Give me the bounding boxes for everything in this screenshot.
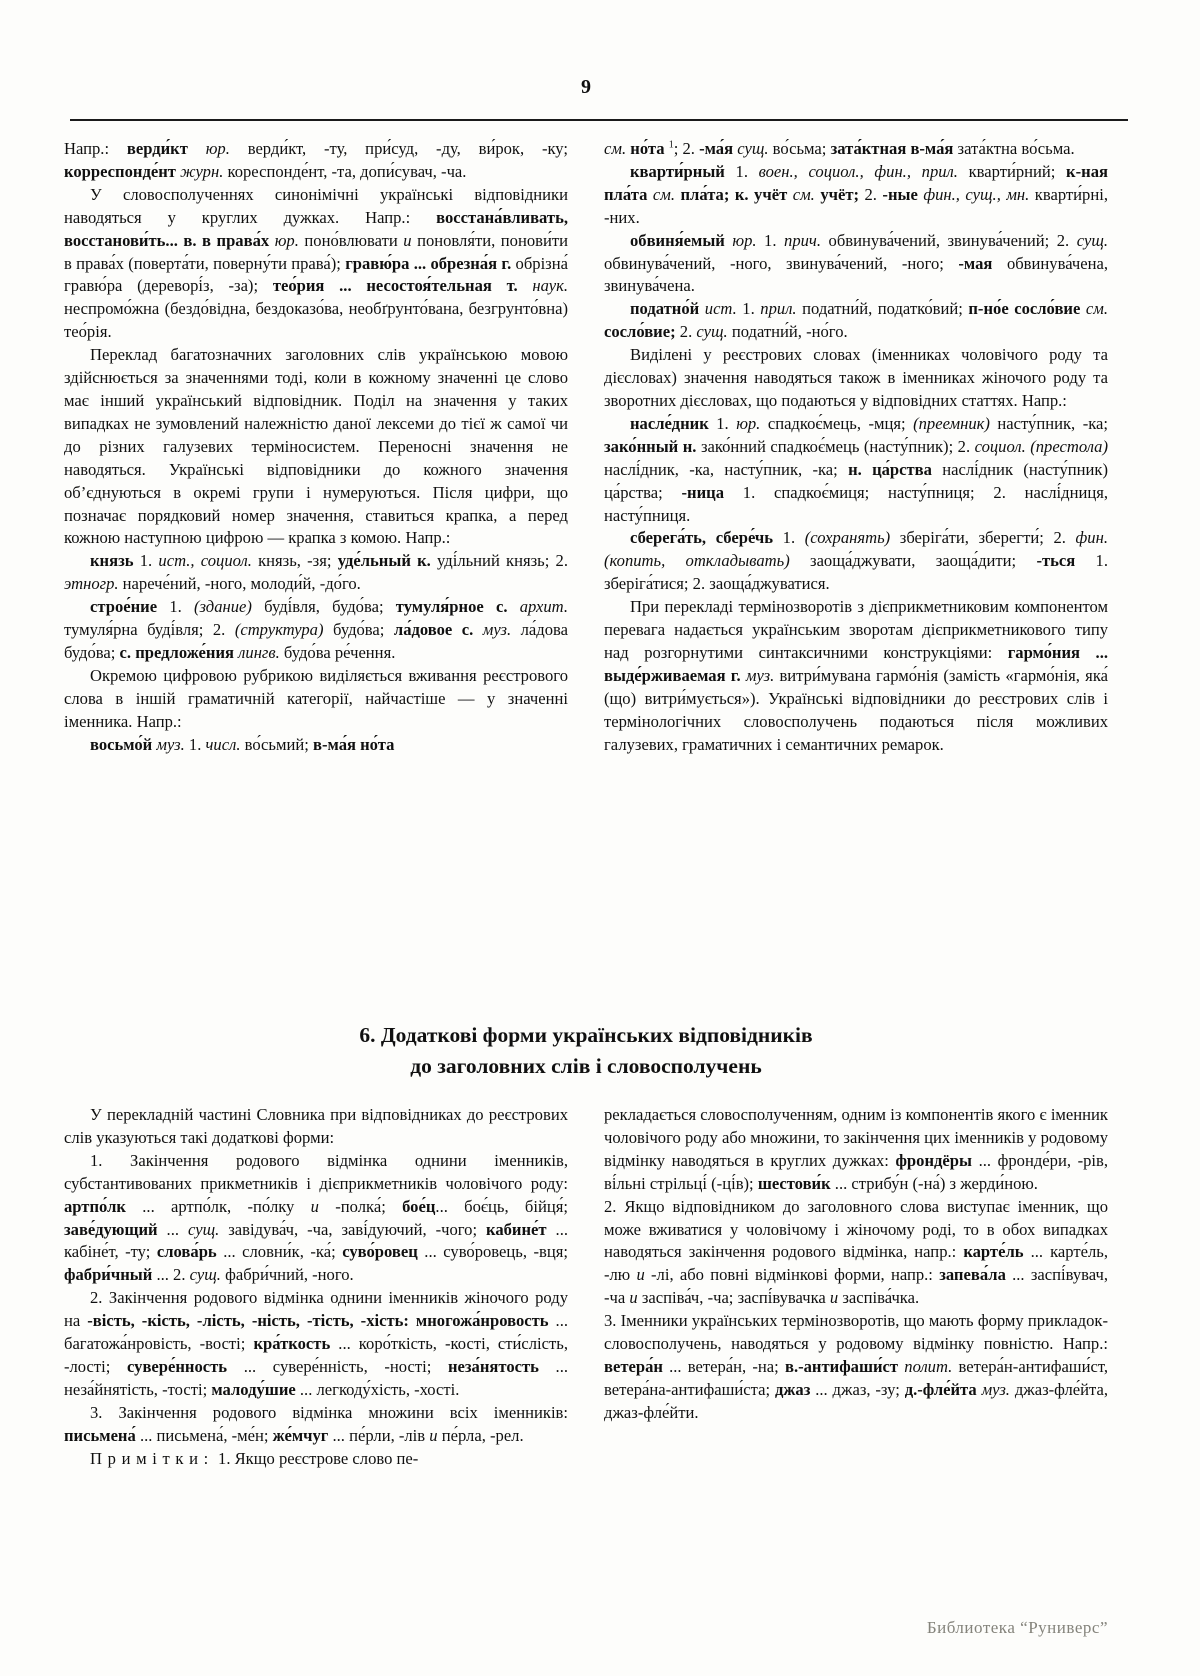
upper-left-column xyxy=(64,138,568,1018)
paragraph: 3. Закінчення родового відмінка множини всіх іменників: письмена́ ... письмена́, -ме́н; же́мчуг ... пе́рли, -лів и пе́рла, -рел. xyxy=(64,1402,568,1445)
paragraph: У словосполученнях синонімічні українські відповідники наводяться у круглих дужках. Напр.: восстана́вливать, восстанови́ть... в. в права́х юр. поно́влювати и поновля́ти, понови́ти в права́х (поверта́ти, поверну́ти права́); гравю́ра ... обрезна́я г. обрізна́ гравю́ра (дереворі́з, -за); тео́рия ... несостоя́тельная т. наук. неспромо́жна (бездо́відна, бездоказо́ва, необґрунто́вана, безгрунто́вна) тео́рія. xyxy=(64,184,568,342)
upper-section xyxy=(64,138,1108,1018)
paragraph: восьмо́й муз. 1. числ. во́сьмий; в-ма́я но́та xyxy=(90,734,395,754)
lower-section xyxy=(64,1104,1108,1604)
paragraph: сберега́ть, сбере́чь 1. (сохранять) зберіга́ти, зберегти́; 2. фин. (копить, откладывать) заоща́джувати, заоща́дити; -ться 1. зберіга́тися; 2. заоща́джуватися. xyxy=(604,528,1108,594)
paragraph: 1. Закінчення родового відмінка однини іменників, субстантивованих прикметників і дієприкметників чоловічого роду: артпо́лк ... артпо́лк, -по́лку и -полка́; бое́ц... боє́ць, бійця́; заве́дующий ... сущ. завідува́ч, -ча, заві́дуючий, -чого; кабине́т ... кабіне́т, -ту; слова́рь ... словни́к, -ка́; суво́ровец ... суво́ровець, -вця; фабри́чный ... 2. сущ. фабри́чний, -ного. xyxy=(64,1150,568,1285)
paragraph: насле́дник 1. юр. спадкоє́мець, -мця; (преемник) насту́пник, -ка; зако́нный н. зако́нний спадкоє́мець (насту́пник); 2. социол. (престола) наслі́дник, -ка, насту́пник, -ка; н. ца́рства наслі́дник (насту́пник) ца́рства; -ница 1. спадкоє́миця; насту́пниця; 2. наслі́дниця, насту́пниця. xyxy=(604,413,1109,525)
paragraph: 2. Якщо відповідником до заголовного слова виступає іменник, що може вживатися у чоловічому і жіночому роді, то в обох випадках наводяться закінчення родового відмінка, напр.: карте́ль ... карте́ль, -лю и -лі, або повні відмінкові форми, напр.: запева́ла ... заспі́вувач, -ча и заспіва́ч, -ча; заспі́вувачка и заспіва́чка. xyxy=(604,1196,1108,1308)
paragraph: податно́й ист. 1. прил. податни́й, податко́вий; п-но́е сосло́вие см. сосло́вие; 2. сущ. податни́й, -но́го. xyxy=(604,299,1108,342)
paragraph: рекладається словосполученням, одним із компонентів якого є іменник чоловічого роду або множини, то закінчення цих іменників у родовому відмінку наводяться в круглих дужках: фрондёры ... фронде́ри, -рів, ві́льні стрільці́ (-ці́в); шестови́к ... стрибу́н (-на́) з жерди́ною. xyxy=(604,1105,1108,1193)
runivers-watermark: Библиотека “Руниверс” xyxy=(926,1618,1108,1637)
paragraph: 3. Іменники українських термінозворотів, що мають форму прикладок-словосполучень, наводяться у родовому відмінку повністю. Напр.: ветера́н ... ветера́н, -на; в.-антифаши́ст полит. ветера́н-антифаши́ст, ветера́на-антифаши́ста; джаз ... джаз, -зу; д.-фле́йта муз. джаз-фле́йта, джаз-фле́йти. xyxy=(604,1311,1109,1422)
paragraph: 2. Закінчення родового відмінка однини іменників жіночого роду на -вість, -кість, -лість, -ність, -тість, -хість: многожа́нровость ... багатожа́нровість, -вості; кра́ткость ... коро́ткість, -кості, сти́слість, -лості; сувере́нность ... сувере́нність, -ності; неза́нятость ... неза́йнятість, -тості; малоду́шие ... легкоду́хість, -хості. xyxy=(64,1288,569,1399)
page-number: 9 xyxy=(581,76,591,98)
paragraph: см. но́та $^1$; 2. -ма́я сущ. во́сьма; зата́ктная в-ма́я зата́ктна во́сьма. xyxy=(604,139,1075,158)
paragraph: кварти́рный 1. воен., социол., фин., прил. кварти́рний; к-ная пла́та см. пла́та; к. учёт см. учёт; 2. -ные фин., сущ., мн. кварти́рні, -них. xyxy=(604,161,1108,227)
upper-right-column xyxy=(604,138,1108,1018)
paragraph: князь 1. ист., социол. князь, -зя; уде́льный к. уді́льний князь; 2. этногр. нарече́ний, -ного, молоди́й, -до́го. xyxy=(64,551,568,594)
paragraph: строе́ние 1. (здание) буді́вля, будо́ва; тумуля́рное с. архит. тумуля́рна буді́вля; 2. (структура) будо́ва; ла́довое с. муз. ла́дова будо́ва; с. предложе́ния лингв. будо́ва ре́чення. xyxy=(64,597,569,662)
paragraph: Примітки: 1. Якщо реєстрове слово пе- xyxy=(90,1448,419,1468)
lower-right-column xyxy=(604,1104,1108,1604)
paragraph: Переклад багатозначних заголовних слів українською мовою здійснюється за значеннями тоді, коли в кожному значенні це слово має інший український відповідник. Поділ на значення у таких випадках не зумовлений належністю даної лексеми до тієї ж самої чи до різних галузевих терміносистем. Переносні значення не наводяться. Українські відповідники до кожного значення об’єднуються в окремі групи і нумеруються. Після цифри, що позначає порядковий номер значення, ставиться крапка, а перед кожною наступною цифрою — крапка з комою. Напр.: xyxy=(64,345,568,548)
header-rule xyxy=(70,119,1128,121)
paragraph: Окремою цифровою рубрикою виділяється вживання реєстрового слова в іншій граматичній категорії, найчастіше — у значенні іменника. Напр.: xyxy=(64,665,568,731)
paragraph: У перекладній частині Словника при відповідниках до реєстрових слів указуються такі додаткові форми: xyxy=(64,1105,568,1147)
section-heading xyxy=(64,1020,1108,1082)
section-heading-line-2: до заголовних слів і словосполучень xyxy=(410,1054,762,1078)
paragraph: обвиня́емый юр. 1. прич. обвинува́чений, звинува́чений; 2. сущ. обвинува́чений, -ного, звинува́чений, -ного; -мая обвинува́чена, звинува́чена. xyxy=(604,230,1109,296)
paragraph: Напр.: верди́кт юр. верди́кт, -ту, при́суд, -ду, ви́рок, -ку; корреспонде́нт журн. кореспонде́нт, -та, допи́сувач, -ча. xyxy=(64,139,569,181)
paragraph: При перекладі термінозворотів з дієприкметниковим компонентом перевага надається українським зворотам дієприкметникового типу над розгорнутими синтаксичними конструкціями: гармо́ния ... выде́рживаемая г. муз. витри́мувана гармо́нія (замість «гармо́нія, яка́ (що) витри́мується»). Українські відповідники до реєстрових слів і термінологічних словосполучень подаються після можливих галузевих, граматичних і семантичних ремарок. xyxy=(604,597,1108,754)
paragraph: Виділені у реєстрових словах (іменниках чоловічого роду та дієсловах) значення наводяться також в іменниках жіночого роду та зворотних дієсловах, що подаються у відповідних статтях. Напр.: xyxy=(604,345,1108,410)
lower-left-column xyxy=(64,1104,568,1604)
section-heading-line-1: 6. Додаткові форми українських відповідників xyxy=(359,1023,813,1047)
